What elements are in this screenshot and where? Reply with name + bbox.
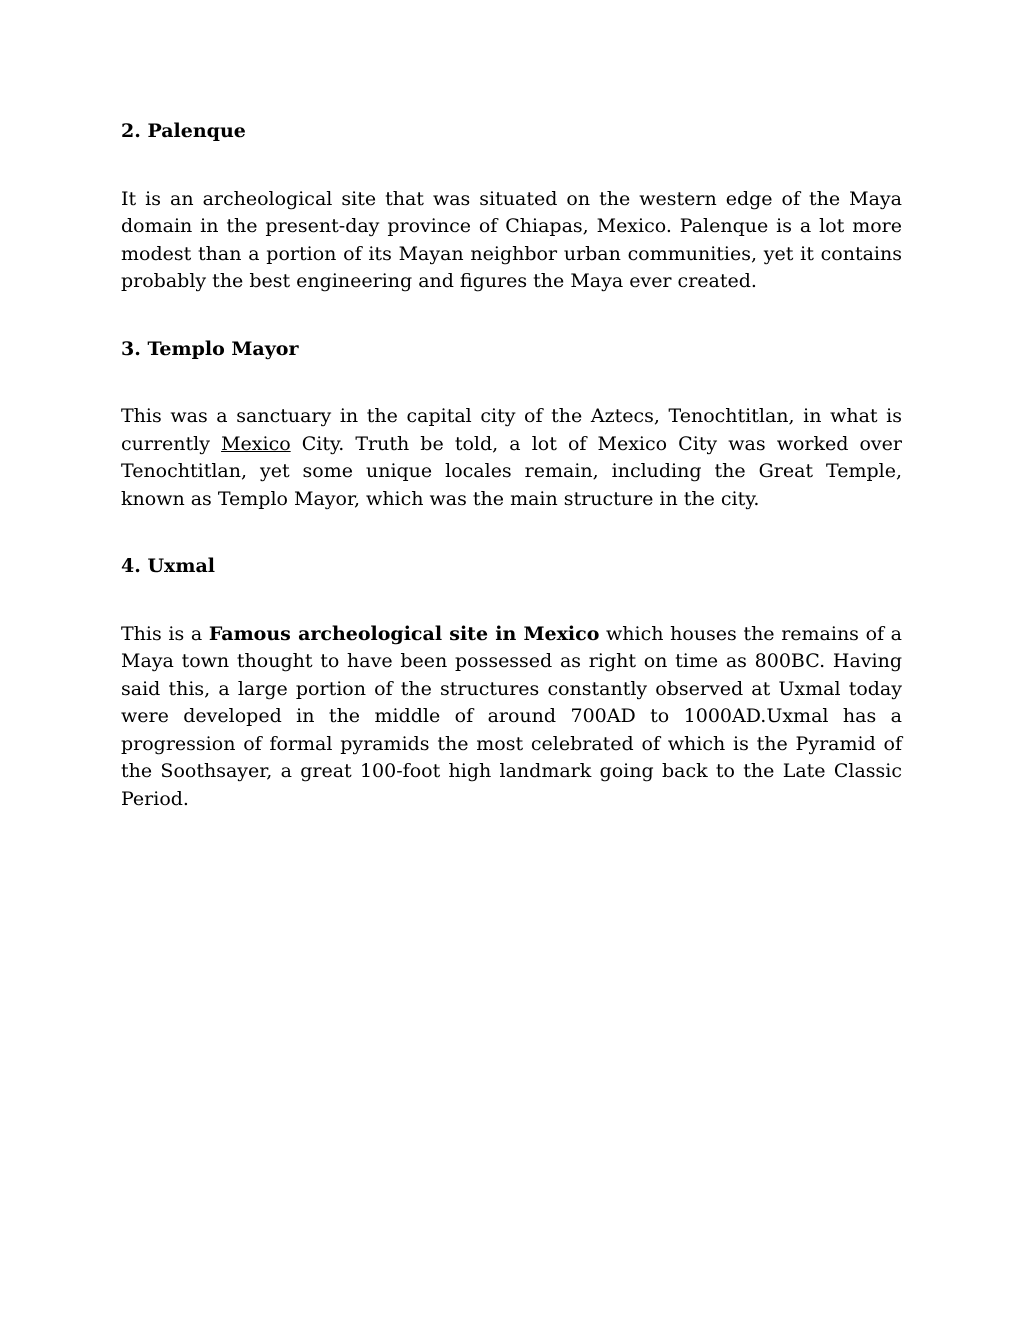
section-paragraph: It is an archeological site that was situated on the western edge of the Maya domain in the present-day province of Chiapas, Mexico. Palenque is a lot more modest than a portion of its Mayan neighbor urban communities, yet it contains probably the best engineering and figures the Maya ever created. — [121, 187, 902, 292]
section-palenque — [121, 118, 902, 296]
document-page — [121, 118, 902, 853]
section-paragraph — [121, 403, 902, 513]
section-uxmal — [121, 553, 902, 813]
section-heading: 2. Palenque — [121, 120, 246, 142]
section-heading: 3. Templo Mayor — [121, 337, 299, 360]
section-paragraph — [121, 621, 902, 814]
paragraph-text: This is a — [121, 622, 209, 645]
paragraph-text: which houses the remains of a Maya town thought to have been possessed as right on time as 800BC. Having said this, a large portion of the structures constantly observed at Uxmal today were developed in the middle of around 700AD to 1000AD.Uxmal has a progression of formal pyramids the most celebrated of which is the Pyramid of the Soothsayer, a great 100-foot high landmark going back to the Late Classic Period. — [121, 622, 903, 810]
bold-phrase: Famous archeological site in Mexico — [208, 622, 600, 645]
section-templo-mayor — [121, 336, 902, 514]
mexico-link[interactable]: Mexico — [221, 432, 291, 455]
section-heading: 4. Uxmal — [121, 555, 215, 577]
paragraph-text: This was a sanctuary in the capital city of the Aztecs, Tenochtitlan, in what is currently — [121, 405, 902, 455]
paragraph-text: City. Truth be told, a lot of Mexico City was worked over Tenochtitlan, yet some unique locales remain, including the Great Temple, known as Templo Mayor, which was the main structure in the city. — [121, 432, 902, 510]
